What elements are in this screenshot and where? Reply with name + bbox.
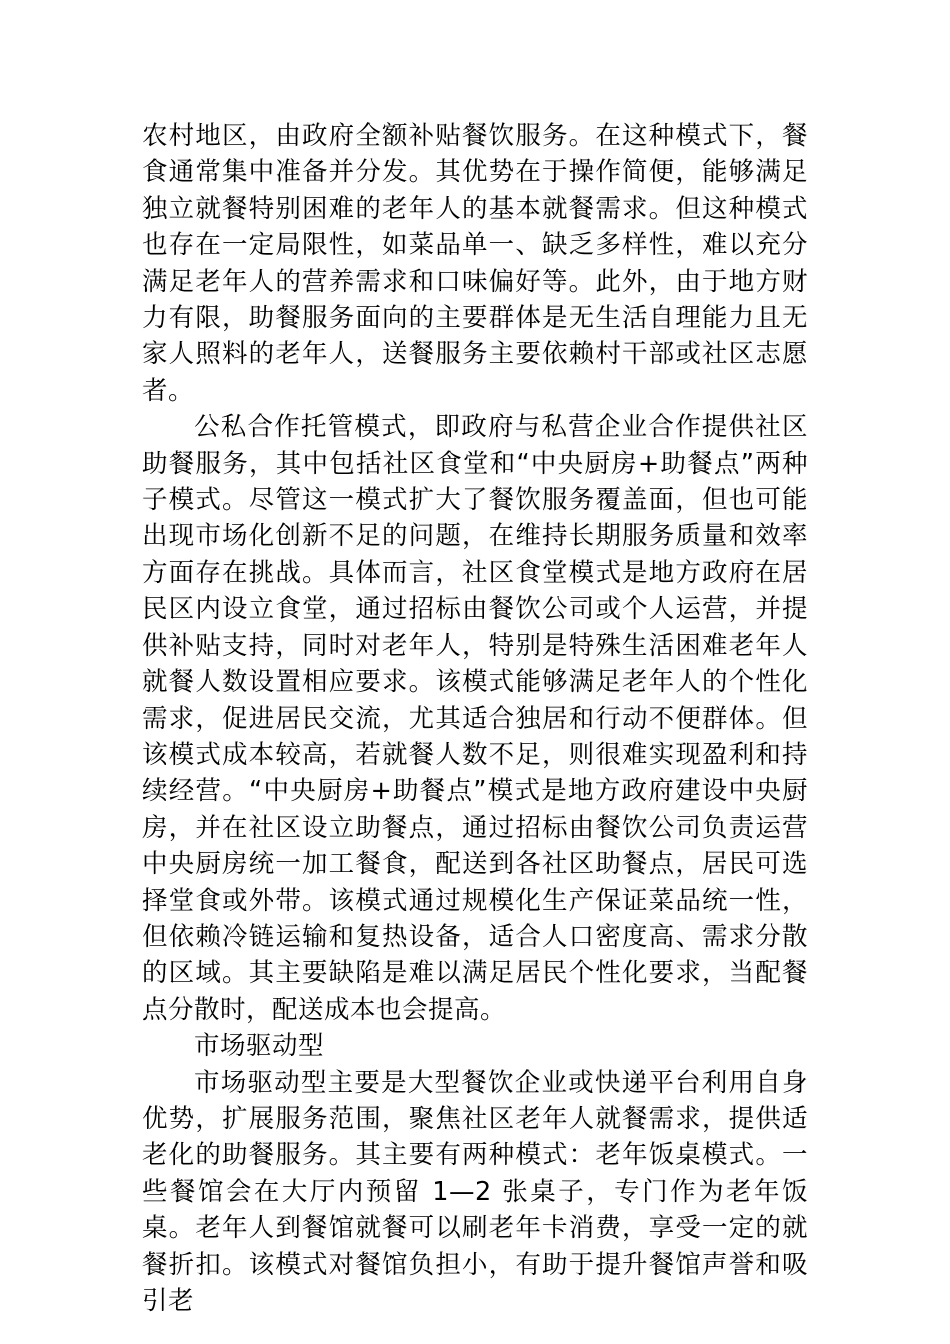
document-page <box>142 118 808 1319</box>
paragraph-market-driven: 市场驱动型主要是大型餐饮企业或快递平台利用自身优势，扩展服务范围，聚焦社区老年人就餐需求，提供适老化的助餐服务。其主要有两种模式：老年饭桌模式。一些餐馆会在大厅内预留 1—2 张桌子，专门作为老年饭桌。老年人到餐馆就餐可以刷老年卡消费，享受一定的就餐折扣。该模式对餐馆负担小，有助于提升餐馆声誉和吸引老 <box>142 1067 808 1316</box>
paragraph-public-private: 公私合作托管模式，即政府与私营企业合作提供社区助餐服务，其中包括社区食堂和“中央厨房+助餐点”两种子模式。尽管这一模式扩大了餐饮服务覆盖面，但也可能出现市场化创新不足的问题，在维持长期服务质量和效率方面存在挑战。具体而言，社区食堂模式是地方政府在居民区内设立食堂，通过招标由餐饮公司或个人运营，并提供补贴支持，同时对老年人，特别是特殊生活困难老年人就餐人数设置相应要求。该模式能够满足老年人的个性化需求，促进居民交流，尤其适合独居和行动不便群体。但该模式成本较高，若就餐人数不足，则很难实现盈利和持续经营。“中央厨房+助餐点”模式是地方政府建设中央厨房，并在社区设立助餐点，通过招标由餐饮公司负责运营中央厨房统一加工餐食，配送到各社区助餐点，居民可选择堂食或外带。该模式通过规模化生产保证菜品统一性，但依赖冷链运输和复热设备，适合人口密度高、需求分散的区域。其主要缺陷是难以满足居民个性化要求，当配餐点分散时，配送成本也会提高。 <box>142 412 808 1025</box>
paragraph-rural-subsidy: 农村地区，由政府全额补贴餐饮服务。在这种模式下，餐食通常集中准备并分发。其优势在于操作简便，能够满足独立就餐特别困难的老年人的基本就餐需求。但这种模式也存在一定局限性，如菜品单一、缺乏多样性，难以充分满足老年人的营养需求和口味偏好等。此外，由于地方财力有限，助餐服务面向的主要群体是无生活自理能力且无家人照料的老年人，送餐服务主要依赖村干部或社区志愿者。 <box>142 121 808 406</box>
section-heading-market-driven: 市场驱动型 <box>194 1031 325 1062</box>
